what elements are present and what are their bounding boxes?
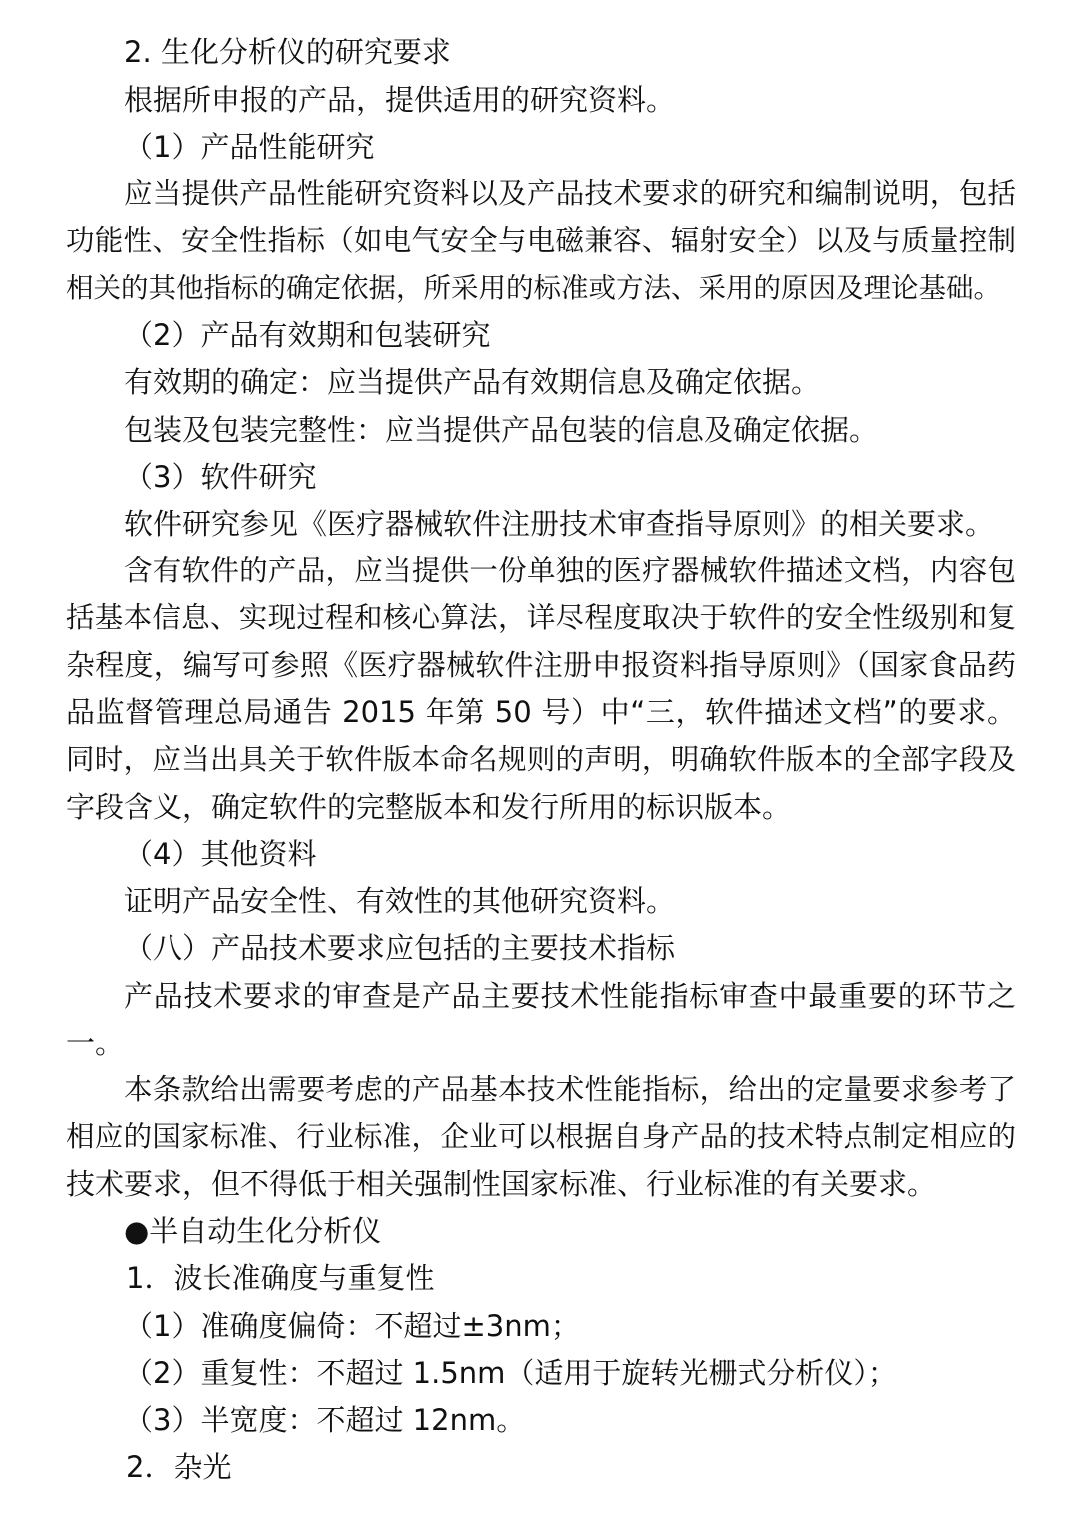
- subsection-heading: （2）产品有效期和包装研究: [124, 318, 491, 352]
- bullet-heading: ●半自动生化分析仪: [124, 1214, 382, 1248]
- paragraph-line: 括基本信息、实现过程和核心算法，详尽程度取决于软件的安全性级别和复: [66, 601, 1016, 634]
- paragraph-line: 有效期的确定：应当提供产品有效期信息及确定依据。: [124, 365, 821, 399]
- paragraph-line: 证明产品安全性、有效性的其他研究资料。: [124, 884, 676, 918]
- paragraph-line: 字段含义，确定软件的完整版本和发行所用的标识版本。: [66, 790, 792, 824]
- paragraph-line: 软件研究参见《医疗器械软件注册技术审查指导原则》的相关要求。: [124, 507, 995, 541]
- subsection-heading: （4）其他资料: [124, 837, 317, 871]
- paragraph-line: 杂程度，编写可参照《医疗器械软件注册申报资料指导原则》（国家食品药: [66, 648, 1016, 682]
- paragraph-line: 功能性、安全性指标（如电气安全与电磁兼容、辐射安全）以及与质量控制: [66, 224, 1016, 257]
- paragraph-line: 本条款给出需要考虑的产品基本技术性能指标，给出的定量要求参考了: [124, 1073, 1016, 1106]
- list-item: （1）准确度偏倚：不超过±3nm；: [124, 1309, 580, 1343]
- paragraph-line: 一。: [66, 1026, 125, 1060]
- section-heading: 2. 生化分析仪的研究要求: [124, 35, 451, 69]
- paragraph-line: 技术要求，但不得低于相关强制性国家标准、行业标准的有关要求。: [66, 1167, 937, 1201]
- paragraph-line: 包装及包装完整性：应当提供产品包装的信息及确定依据。: [124, 413, 879, 447]
- paragraph-line: 品监督管理总局通告 2015 年第 50 号）中“三，软件描述文档”的要求。: [66, 695, 1016, 729]
- paragraph-line: 相关的其他指标的确定依据，所采用的标准或方法、采用的原因及理论基础。: [66, 272, 1001, 304]
- paragraph-line: 产品技术要求的审查是产品主要技术性能指标审查中最重要的环节之: [124, 979, 1016, 1013]
- paragraph-line: 同时，应当出具关于软件版本命名规则的声明，明确软件版本的全部字段及: [66, 743, 1016, 776]
- list-item: （3）半宽度：不超过 12nm。: [124, 1403, 526, 1437]
- paragraph-line: 根据所申报的产品，提供适用的研究资料。: [124, 83, 676, 117]
- numbered-heading: 2．杂光: [126, 1450, 232, 1484]
- numbered-heading: 1．波长准确度与重复性: [126, 1261, 435, 1295]
- paragraph-line: 应当提供产品性能研究资料以及产品技术要求的研究和编制说明，包括: [124, 177, 1016, 210]
- paragraph-line: 相应的国家标准、行业标准，企业可以根据自身产品的技术特点制定相应的: [66, 1120, 1016, 1153]
- subsection-heading: （1）产品性能研究: [124, 130, 375, 164]
- subsection-heading: （3）软件研究: [124, 460, 317, 494]
- section-heading: （八）产品技术要求应包括的主要技术指标: [124, 931, 676, 965]
- list-item: （2）重复性：不超过 1.5nm（适用于旋转光栅式分析仪）；: [124, 1356, 897, 1390]
- paragraph-line: 含有软件的产品，应当提供一份单独的医疗器械软件描述文档，内容包: [124, 554, 1016, 587]
